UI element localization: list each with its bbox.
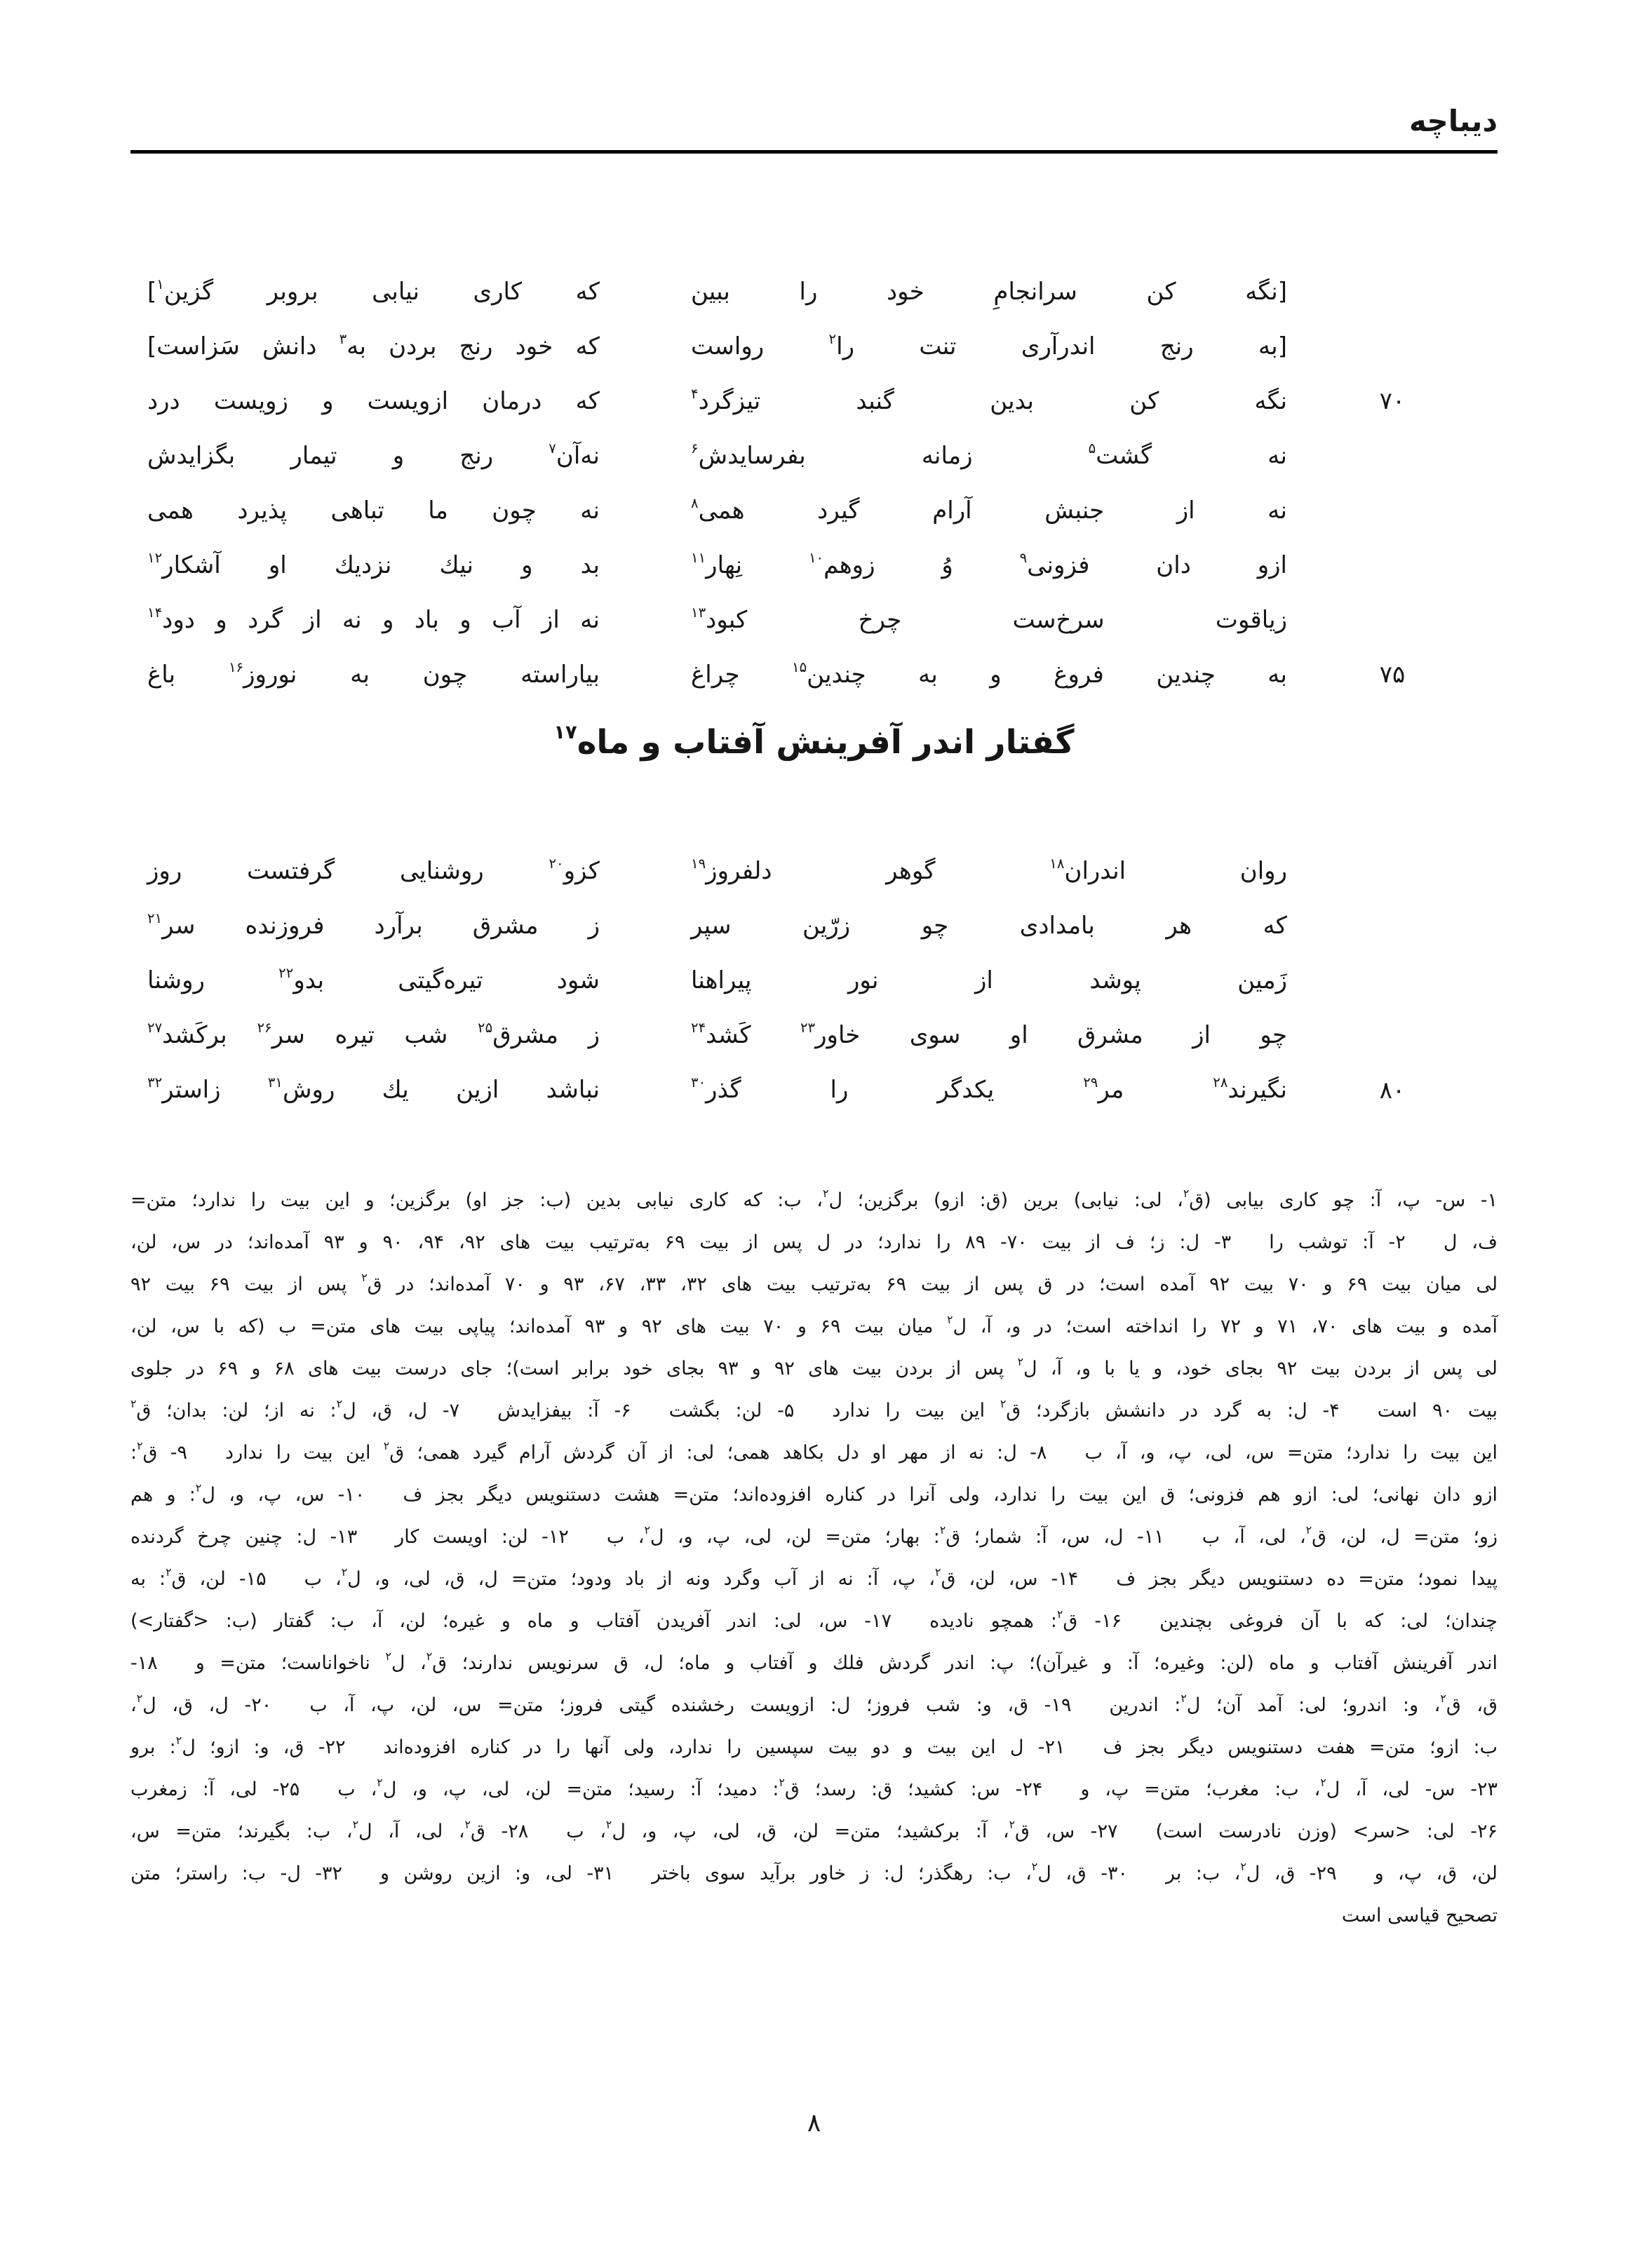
hemistich-right: زَمین پوشد از نور پیراهنا <box>691 966 1287 995</box>
hemistich-right: نگه کن بدین گنبد تیزگرد$^۴$ <box>691 385 1287 415</box>
hemistich-left: نه از آب و باد و نه از گرد و دود$^{۱۴}$ <box>147 604 600 634</box>
couplet-row <box>130 483 1498 538</box>
hemistich-left: بیاراسته چون به نوروز$^{۱۶}$ باغ <box>147 659 600 689</box>
hemistich-left: نه چون ما تباهی پذیرد همی <box>147 496 600 525</box>
footnote-line: پیدا نمود؛ متن= ده دستنویس دیگر بجز ف ۱۴- س، لن، ق$^۲$، پ، آ: نه از آب وگرد ونه از باد ودود؛ متن= ل، ق، لی، و، ل$^۲$، ب ۱۵- لن، ق$^۲$: به <box>130 1565 1498 1590</box>
footnote-line: ق، ق$^۲$، و: اندرو؛ لی: آمد آن؛ ل$^۲$: اندرین ۱۹- ق، و: شب فروز؛ ل: ازویست رخشنده گیتی فروز؛ متن= س، لن، پ، آ، ب ۲۰- ل، ق، ل$^۲$، <box>130 1692 1498 1716</box>
hemistich-left: نباشد ازین یك روش$^{۳۱}$ زاستر$^{۳۲}$ <box>147 1074 600 1105</box>
poem-block-2 <box>130 844 1498 1118</box>
hemistich-left: کزو$^{۲۰}$ روشنایی گرفتست روز <box>147 855 600 886</box>
couplet-row <box>130 374 1498 428</box>
footnote-line: آمده و بیت های ۷۰، ۷۱ و ۷۲ را انداخته است؛ در و، آ، ل$^۲$ میان بیت ۶۹ و ۷۰ بیت های ۹۲ و ۹۳ آمده‌اند؛ پیاپی بیت های متن= ب (که با س، لن، <box>130 1313 1498 1337</box>
hemistich-right: [نگه کن سرانجامِ خود را ببین <box>691 277 1287 306</box>
couplet-row <box>130 319 1498 374</box>
hemistich-right: ازو دان فزونی$^۹$ وُ زوهم$^{۱۰}$ نِهار$^{۱۱}$ <box>691 549 1287 579</box>
couplet-row <box>130 538 1498 593</box>
verse-number: ۸۰ <box>1379 1076 1406 1105</box>
couplet-row <box>130 428 1498 483</box>
section-heading: گفتار اندر آفرینش آفتاب و ماه$^{۱۷}$ <box>553 722 1075 762</box>
hemistich-left: بد و نیك نزدیك او آشکار$^{۱۲}$ <box>147 549 600 579</box>
couplet-row <box>130 1063 1498 1118</box>
footnote-line: زو؛ متن= ل، لن، ق$^۲$، لی، آ، ب ۱۱- ل، س، آ: شمار؛ ق$^۲$: بهار؛ متن= لن، لی، پ، و، ل$^۲$، ب ۱۲- لن: اویست کار ۱۳- ل: چنین چرخ گردنده <box>130 1523 1498 1548</box>
header-divider <box>130 150 1498 154</box>
hemistich-right: نه گشت$^۵$ زمانه بفرسایدش$^۶$ <box>691 440 1287 470</box>
hemistich-left: نه‌آن$^۷$ رنج و تیمار بگزایدش <box>147 440 600 470</box>
hemistich-right: نگیرند$^{۲۸}$ مر$^{۲۹}$ یکدگر را گذر$^{۳۰}$ <box>691 1074 1287 1105</box>
footnote-line: ۲۶- لی: <سر> (وزن نادرست است) ۲۷- س، ق$^۲$، آ: برکشید؛ متن= لن، ق، لی، پ، و، ل$^۲$، ب ۲۸- ق$^۲$، لی، آ، ل$^۲$، ب: بگیرند؛ متن= س، <box>130 1818 1498 1842</box>
hemistich-left: ز مشرق برآرد فروزنده سر$^{۲۱}$ <box>147 910 600 940</box>
couplet-row <box>130 1008 1498 1063</box>
hemistich-right: [به رنج اندرآری تنت را$^۲$ رواست <box>691 330 1287 360</box>
footnote-line: تصحیح قیاسی است <box>1341 1904 1498 1926</box>
couplet-row <box>130 264 1498 319</box>
hemistich-right: که هر بامدادی چو زرّین سپر <box>691 912 1287 940</box>
footnote-line: ۲۳- س- لی، آ، ل$^۲$، ب: مغرب؛ متن= پ، و ۲۴- س: کشید؛ ق: رسد؛ ق$^۲$: دمید؛ آ: رسید؛ متن= لن، لی، پ، و، ل$^۲$، ب ۲۵- لی، آ: زمغرب <box>130 1776 1498 1800</box>
couplet-row <box>130 593 1498 647</box>
couplet-row <box>130 844 1498 899</box>
footnote-line: لن، ق، پ، و ۲۹- ق، ل$^۲$، ب: بر ۳۰- ق، ل$^۲$، ب: رهگذر؛ ل: ز خاور برآید سوی باختر ۳۱- لی، و: ازین روشن و ۳۲- ل- ب: راستر؛ متن <box>130 1860 1498 1884</box>
poem-block-1 <box>130 264 1498 702</box>
footnote-line: بیت ۹۰ است ۴- ل: به گرد در دانشش بازگرد؛ ق$^۲$ این بیت را ندارد ۵- لن: بگشت ۶- آ: بیفزایدش ۷- ل، ق، ل$^۲$: نه از؛ لن: بدان؛ ق$^۲$ <box>130 1397 1498 1422</box>
hemistich-left: که درمان ازویست و زویست درد <box>147 386 600 415</box>
footnote-line: ب: ازو؛ متن= هفت دستنویس دیگر بجز ف ۲۱- ل این بیت و دو بیت سپسین را ندارد، ولی آنها را در کناره افزوده‌اند ۲۲- ق، و: ازو؛ ل$^۲$: برو <box>130 1734 1498 1758</box>
footnote-line: اندر آفرینش آفتاب و ماه (لن: وغیره؛ آ: و غیرآن)؛ پ: اندر گردش فلك و آفتاب و ماه؛ ل، ق سرنویس ندارند؛ ق$^۲$، ل$^۲$ ناخواناست؛ متن= و ۱۸- <box>130 1649 1498 1674</box>
hemistich-left: ز مشرق$^{۲۵}$ شب تیره سر$^{۲۶}$ برکَشد$^{۲۷}$ <box>147 1019 600 1050</box>
footnote-line: چندان؛ لی: که با آن فروغی بچندین ۱۶- ق$^۲$: همچو نادیده ۱۷- س، لی: اندر آفریدن آفتاب و ماه و غیره؛ لن، آ، ب: گفتار (ب: <گفتار>) <box>130 1607 1498 1632</box>
footnote-line: ۱- س- پ، آ: چو کاری بیابی (ق$^۲$، لی: نیابی) برین (ق: ازو) برگزین؛ ل$^۲$، ب: که کاری نیابی بدین (ب: جز او) برگزین؛ و این بیت را ندارد؛ متن= <box>130 1187 1498 1211</box>
footnote-line: لی میان بیت ۶۹ و ۷۰ بیت ۹۲ آمده است؛ در ق پس از بیت ۶۹ به‌ترتیب بیت های ۳۲، ۳۳، ۶۷، ۹۳ و ۷۰ آمده‌اند؛ در ق$^۲$ پس از بیت ۶۹ بیت ۹۲ <box>130 1271 1498 1295</box>
hemistich-right: نه از جنبش آرام گیرد همی$^۸$ <box>691 494 1287 525</box>
hemistich-right: روان اندران$^{۱۸}$ گوهر دلفروز$^{۱۹}$ <box>691 855 1287 886</box>
hemistich-left: که کاری نیابی بروبر گزین$^۱$] <box>147 276 600 306</box>
couplet-row <box>130 647 1498 702</box>
hemistich-right: چو از مشرق او سوی خاور$^{۲۳}$ کَشد$^{۲۴}$ <box>691 1019 1287 1050</box>
footnote-line: ازو دان نهانی؛ لی: ازو هم فزونی؛ ق این بیت را ندارد، ولی آنرا در کناره افزوده‌اند؛ متن= هشت دستنویس دیگر بجز ف ۱۰- س، پ، و، ل$^۲$: و هم <box>130 1481 1498 1506</box>
running-header: دیباچه <box>1409 104 1498 138</box>
page-number: ۸ <box>807 2109 821 2138</box>
footnote-line: لی پس از بردن بیت ۹۲ بجای خود، و یا با و، آ، ل$^۲$ پس از بردن بیت های ۹۲ و ۹۳ بجای خود برابر است)؛ جای درست بیت های ۶۸ و ۶۹ در جلوی <box>130 1355 1498 1379</box>
footnote-line: ف، ل ۲- آ: توشب را ۳- ل: ز؛ ف از بیت ۷۰- ۸۹ را ندارد؛ در ل پس از بیت ۶۹ به‌ترتیب بیت های ۹۲، ۹۴، ۹۰ و ۹۳ آمده‌اند؛ در س، لن، <box>130 1231 1498 1253</box>
hemistich-right: زیاقوت سرخ‌ست چرخ کبود$^{۱۳}$ <box>691 604 1287 634</box>
critical-apparatus <box>130 1180 1498 1937</box>
hemistich-left: شود تیره‌گیتی بدو$^{۲۲}$ روشنا <box>147 964 600 995</box>
verse-number: ۷۰ <box>1379 387 1406 416</box>
verse-number: ۷۵ <box>1379 661 1406 689</box>
couplet-row <box>130 954 1498 1008</box>
hemistich-right: به چندین فروغ و به چندین$^{۱۵}$ چراغ <box>691 659 1288 689</box>
hemistich-left: که خود رنج بردن به$^۳$ دانش سَزاست] <box>147 330 600 360</box>
couplet-row <box>130 899 1498 954</box>
footnote-line: این بیت را ندارد؛ متن= س، لی، پ، و، آ، ب ۸- ل: نه از مهر او دل بکاهد همی؛ لی: از آن گردش آرام گیرد همی؛ ق$^۲$ این بیت را ندارد ۹- ق$^۲$: <box>130 1439 1498 1464</box>
